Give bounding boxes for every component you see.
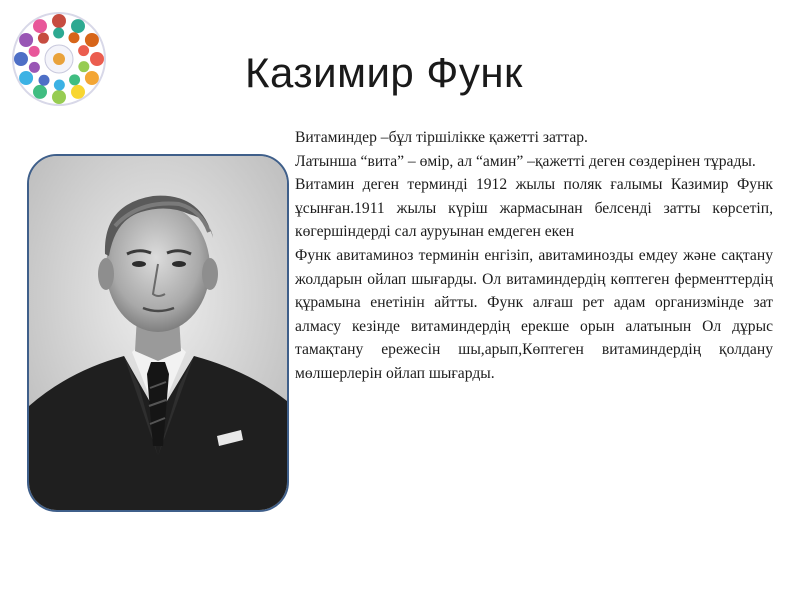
wheel-dot [90, 52, 104, 66]
wheel-dot [29, 62, 40, 73]
wheel-dot [52, 14, 66, 28]
wheel-dot [71, 19, 85, 33]
wheel-dot [69, 74, 80, 85]
wheel-dot [78, 61, 89, 72]
paragraph-definition: Витаминдер –бұл тіршілікке қажетті заттар. [295, 129, 588, 146]
wheel-dot [19, 33, 33, 47]
vitamin-wheel-icon [10, 10, 108, 108]
wheel-dot [33, 85, 47, 99]
slide-body-text [295, 126, 773, 386]
portrait-photo [27, 154, 289, 512]
wheel-dot [71, 85, 85, 99]
wheel-dot [54, 79, 65, 90]
wheel-dot [68, 32, 79, 43]
wheel-dot [85, 71, 99, 85]
wheel-dot [19, 71, 33, 85]
wheel-dot [85, 33, 99, 47]
wheel-dot [38, 33, 49, 44]
wheel-dot [29, 46, 40, 57]
wheel-dot [33, 19, 47, 33]
slide-title: Казимир Функ [245, 49, 523, 96]
wheel-dot [52, 90, 66, 104]
wheel-dot [39, 75, 50, 86]
wheel-dot [53, 28, 64, 39]
paragraph-history: Витамин деген терминді 1912 жылы поляк ғалымы Казимир Функ ұсынған.1911 жылы күріш жармасынан белсенді затты көрсетіп, көгершіндерді сал ауруынан емдеген екен [295, 176, 773, 241]
wheel-dot [14, 52, 28, 66]
wheel-dot [78, 45, 89, 56]
paragraph-contribution: Функ авитаминоз терминін енгізіп, авитаминозды емдеу және сақтану жолдарын ойлап шығарды. Ол витаминдердің көптеген ферменттердің құрамына енетінін айтты. Функ алғаш рет адам организмінде зат алмасу кезінде витаминдердің ерекше орын алатынын Ол дұрыс тамақтану ережесін шы,арып,Көптеген витаминдердің қолдану мөлшерлерін ойлап шығарды. [295, 246, 773, 382]
paragraph-etymology: Латынша “вита” – өмір, ал “амин” –қажетті деген сөздерінен тұрады. [295, 152, 756, 170]
